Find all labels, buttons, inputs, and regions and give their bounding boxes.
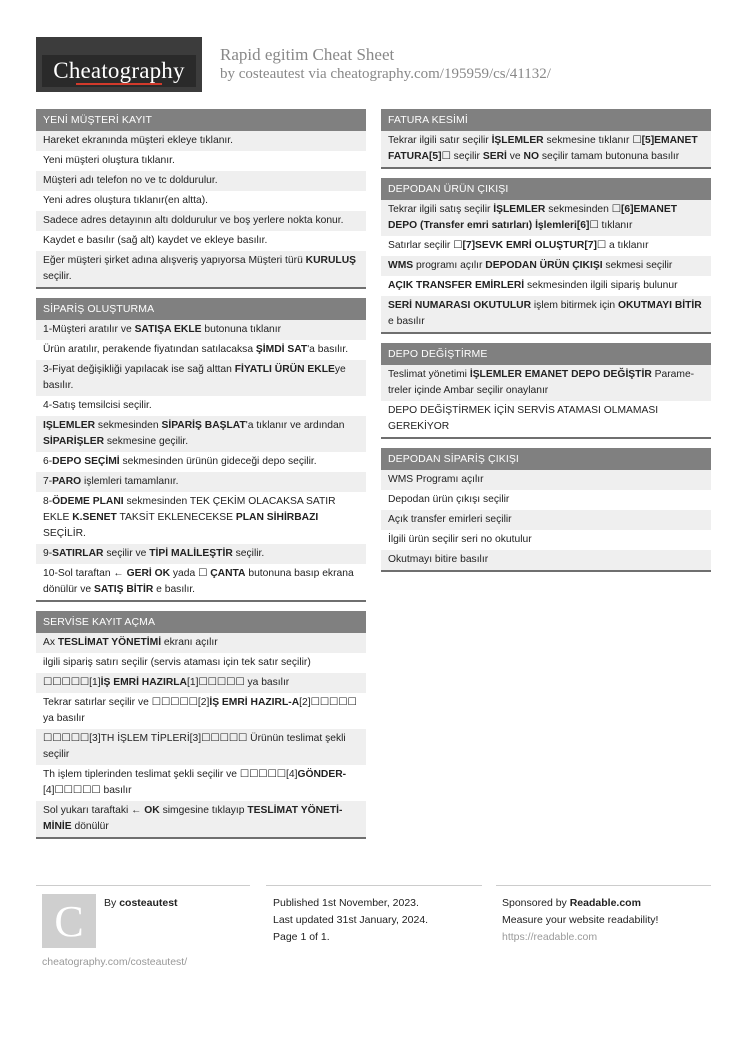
bold-text: İŞ EMRİ HAZIRLA <box>100 677 187 688</box>
list-item <box>36 673 366 693</box>
bold-text: İŞLEMLER <box>491 135 544 146</box>
section-body <box>36 320 366 600</box>
text-segment: 7- <box>43 476 53 487</box>
text-segment: ilgili sipariş satırı seçilir (servis ataması için tek satır seçilir) <box>43 657 311 668</box>
published-date: Published 1st November, 2023. <box>273 897 419 909</box>
text-segment: ☐ tıklanır <box>589 220 633 231</box>
text-segment: seçilir. <box>232 548 265 559</box>
bold-text: İŞLEMLER EMANET DEPO DEĞİŞTİR <box>469 369 652 380</box>
bold-text: DEPO SEÇİMİ <box>52 456 120 467</box>
bold-text: TESLİMAT YÖNETİMİ <box>57 637 162 648</box>
section <box>381 448 711 572</box>
text-segment: Okutmayı bitire basılır <box>388 554 489 565</box>
section-title: SİPARİŞ OLUŞTURMA <box>36 298 366 320</box>
section <box>381 109 711 169</box>
sponsor-tagline: Measure your website readability! <box>502 914 659 926</box>
text-segment: simgesine tıklayıp <box>159 805 248 816</box>
text-segment: ve <box>506 151 524 162</box>
footer-dates <box>273 895 428 946</box>
section <box>36 611 366 839</box>
section-body <box>381 365 711 437</box>
section <box>381 178 711 334</box>
list-item <box>36 416 366 452</box>
bold-text: SİPARİŞLER <box>43 436 105 447</box>
list-item <box>36 131 366 151</box>
text-segment: seçilir tamam butonuna basılır <box>538 151 680 162</box>
footer-divider <box>496 885 711 886</box>
section-body <box>36 131 366 287</box>
section <box>381 343 711 439</box>
bold-text: KURULUŞ <box>305 255 357 266</box>
text-segment: WMS Programı açılır <box>388 474 484 485</box>
text-segment: DEPO DEĞİŞTİRMEK İÇİN SERVİS ATAMASI OLMAMASI GEREKİYOR <box>388 405 659 432</box>
logo-text: Cheatography <box>53 58 185 83</box>
list-item <box>36 320 366 340</box>
text-segment: Yeni adres oluştura tıklanır(en altta). <box>43 195 209 206</box>
bold-text: OK <box>144 805 160 816</box>
text-segment: seçilir ve <box>103 548 150 559</box>
bold-text: SERİ NUMARASI OKUTULUR <box>388 300 532 311</box>
list-item <box>381 550 711 570</box>
text-segment: 4-Satış temsilcisi seçilir. <box>43 400 152 411</box>
sponsor-url[interactable]: https://readable.com <box>502 931 598 943</box>
text-segment: ☐ a tıklanır <box>596 240 649 251</box>
sheet-title: Rapid egitim Cheat Sheet <box>220 45 395 64</box>
text-segment: yada ☐ <box>170 568 211 579</box>
bold-text: FİYATLI ÜRÜN EKLE <box>234 364 335 375</box>
byline-by: by <box>220 66 235 82</box>
text-segment: Yeni müşteri oluştura tıklanır. <box>43 155 175 166</box>
footer-by-label: By <box>104 897 117 909</box>
text-segment: sekmesine geçilir. <box>104 436 189 447</box>
cheatography-logo[interactable] <box>36 37 202 92</box>
text-segment: 3-Fiyat değişikliği yapılacak ise sağ alttan <box>43 364 235 375</box>
list-item <box>381 365 711 401</box>
list-item <box>381 131 711 167</box>
section-title: SERVİSE KAYIT AÇMA <box>36 611 366 633</box>
text-segment: Sol yukarı taraftaki ← <box>43 805 145 816</box>
bold-text: K.SENET <box>72 512 117 523</box>
section <box>36 298 366 602</box>
text-segment: Teslimat yönetimi <box>388 369 470 380</box>
text-segment: Ax <box>43 637 58 648</box>
bold-text: SİPARİŞ BAŞLAT <box>161 420 246 431</box>
bold-text: ŞİMDİ SAT <box>255 344 308 355</box>
bold-text: [7]SEVK EMRİ OLUŞTUR[7] <box>462 240 597 251</box>
bold-text: SERİ <box>482 151 507 162</box>
list-item <box>36 544 366 564</box>
bold-text: SATIRLAR <box>52 548 104 559</box>
list-item <box>36 472 366 492</box>
list-item <box>381 510 711 530</box>
text-segment: sekmesinden <box>95 420 162 431</box>
text-segment: ye basılır. <box>43 364 346 391</box>
list-item <box>36 251 366 287</box>
text-segment: İlgili ürün seçilir seri no okutulur <box>388 534 532 545</box>
text-segment: Sadece adres detayının altı doldurulur ve boş yerlere nokta konur. <box>43 215 344 226</box>
bold-text: İŞLEMLER <box>493 204 546 215</box>
bold-text: ÇANTA <box>210 568 246 579</box>
list-item <box>36 633 366 653</box>
text-segment: 1-Müşteri aratılır ve <box>43 324 135 335</box>
page-number: Page 1 of 1. <box>273 931 330 943</box>
text-segment: ☐ seçilir <box>441 151 483 162</box>
list-item <box>381 276 711 296</box>
text-segment: Tekrar ilgili satış seçilir <box>388 204 494 215</box>
list-item <box>381 296 711 332</box>
bold-text: IŞLEMLER <box>43 420 96 431</box>
bold-text: TESLİMAT YÖNETİ-MİNİE <box>43 805 343 832</box>
text-segment: sekmesinden ürünün gideceği depo seçilir. <box>119 456 317 467</box>
text-segment: ☐☐☐☐☐[3]TH İŞLEM TİPLERİ[3]☐☐☐☐☐ Ürünün teslimat şekli seçilir <box>43 733 346 760</box>
bold-text: TİPİ MALİLEŞTİR <box>149 548 233 559</box>
list-item <box>36 340 366 360</box>
text-segment: Depodan ürün çıkışı seçilir <box>388 494 510 505</box>
bold-text: WMS <box>388 260 414 271</box>
bold-text: ÖDEME PLANI <box>52 496 124 507</box>
bold-text: GÖNDER- <box>297 769 347 780</box>
byline-via: via <box>308 66 327 82</box>
section-title: DEPO DEĞİŞTİRME <box>381 343 711 365</box>
text-segment: [1]☐☐☐☐☐ ya basılır <box>187 677 290 688</box>
text-segment: 8- <box>43 496 53 507</box>
list-item <box>36 801 366 837</box>
list-item <box>36 151 366 171</box>
list-item <box>36 396 366 416</box>
list-item <box>381 236 711 256</box>
text-segment: [4]☐☐☐☐☐ basılır <box>43 785 132 796</box>
footer-author-url[interactable]: cheatography.com/costeautest/ <box>42 956 188 968</box>
text-segment: Tekrar ilgili satır seçilir <box>388 135 492 146</box>
text-segment: SEÇİLİR. <box>43 528 86 539</box>
section-body <box>381 131 711 167</box>
bold-text: GERİ OK <box>126 568 171 579</box>
list-item <box>381 256 711 276</box>
bold-text: AÇIK TRANSFER EMİRLERİ <box>388 280 525 291</box>
bold-text: DEPODAN ÜRÜN ÇIKIŞI <box>485 260 603 271</box>
sheet-url-link[interactable]: cheatography.com/195959/cs/41132/ <box>330 66 551 82</box>
author-avatar[interactable] <box>42 894 96 948</box>
text-segment: Eğer müşteri şirket adına alışveriş yapıyorsa Müşteri türü <box>43 255 306 266</box>
updated-date: Last updated 31st January, 2024. <box>273 914 429 926</box>
text-segment: 9- <box>43 548 53 559</box>
text-segment: Müşteri adı telefon no ve tc doldurulur. <box>43 175 218 186</box>
list-item <box>36 765 366 801</box>
text-segment: sekmesinden ilgili sipariş bulunur <box>524 280 678 291</box>
list-item <box>36 693 366 729</box>
list-item <box>36 231 366 251</box>
text-segment: TAKSİT EKLENECEKSE <box>116 512 236 523</box>
section-title: YENİ MÜŞTERİ KAYIT <box>36 109 366 131</box>
list-item <box>381 470 711 490</box>
text-segment: Parame-treler içinde Ambar seçilir onaylanır <box>388 369 695 396</box>
text-segment: 'a tıklanır ve ardından <box>245 420 345 431</box>
text-segment: programı açılır <box>413 260 486 271</box>
footer-sponsor <box>502 895 658 946</box>
text-segment: Açık transfer emirleri seçilir <box>388 514 512 525</box>
section-title: FATURA KESİMİ <box>381 109 711 131</box>
text-segment: sekmesinden TEK ÇEKİM OLACAKSA SATIR EKLE <box>43 496 336 523</box>
text-segment: Tekrar satırlar seçilir ve ☐☐☐☐☐[2] <box>43 697 210 708</box>
bold-text: OKUTMAYI BİTİR <box>617 300 702 311</box>
text-segment: e basılır <box>388 316 425 327</box>
list-item <box>381 490 711 510</box>
list-item <box>381 401 711 437</box>
list-item <box>36 729 366 765</box>
text-segment: dönülür <box>71 821 109 832</box>
bold-text: SATIŞA EKLE <box>134 324 202 335</box>
list-item <box>36 171 366 191</box>
list-item <box>36 191 366 211</box>
text-segment: işlemleri tamamlanır. <box>81 476 179 487</box>
section-body <box>36 633 366 837</box>
text-segment: butonuna tıklanır <box>201 324 282 335</box>
logo-underline <box>76 83 162 85</box>
text-segment: 6- <box>43 456 53 467</box>
bold-text: PLAN SİHİRBAZI <box>235 512 319 523</box>
footer-divider <box>36 885 250 886</box>
list-item <box>36 211 366 231</box>
section <box>36 109 366 289</box>
text-segment: seçilir. <box>43 271 72 282</box>
footer-author-link[interactable]: costeautest <box>119 897 178 909</box>
bold-text: [5]EMANET FATURA[5] <box>388 135 698 162</box>
text-segment: sekmesinden ☐ <box>545 204 621 215</box>
sponsored-label: Sponsored by <box>502 897 567 909</box>
text-segment: sekmesine tıklanır ☐ <box>543 135 642 146</box>
bold-text: PARO <box>52 476 82 487</box>
text-segment: ekranı açılır <box>161 637 218 648</box>
text-segment: 'a basılır. <box>307 344 349 355</box>
list-item <box>36 452 366 472</box>
text-segment: işlem bitirmek için <box>531 300 618 311</box>
text-segment: Ürün aratılır, perakende fiyatından satılacaksa <box>43 344 256 355</box>
text-segment: [2]☐☐☐☐☐ ya basılır <box>43 697 357 724</box>
avatar-letter: C <box>54 896 84 946</box>
section-body <box>381 470 711 570</box>
list-item <box>381 200 711 236</box>
footer-author <box>104 895 178 912</box>
sponsor-link[interactable]: Readable.com <box>569 897 641 909</box>
text-segment: ☐☐☐☐☐[1] <box>43 677 101 688</box>
section-title: DEPODAN ÜRÜN ÇIKIŞI <box>381 178 711 200</box>
text-segment: e basılır. <box>153 584 196 595</box>
text-segment: 10-Sol taraftan ← <box>43 568 127 579</box>
bold-text: [6]EMANET DEPO (Transfer emri satırları) İşlemleri[6] <box>388 204 678 231</box>
author-link[interactable]: costeautest <box>238 66 305 82</box>
bold-text: NO <box>523 151 539 162</box>
text-segment: Th işlem tiplerinden teslimat şekli seçilir ve ☐☐☐☐☐[4] <box>43 769 298 780</box>
list-item <box>36 492 366 544</box>
byline <box>220 66 551 83</box>
bold-text: İŞ EMRİ HAZIRL-A <box>209 697 300 708</box>
text-segment: Kaydet e basılır (sağ alt) kaydet ve ekleye basılır. <box>43 235 268 246</box>
list-item <box>36 653 366 673</box>
right-column <box>381 109 711 581</box>
text-segment: Hareket ekranında müşteri ekleye tıklanır. <box>43 135 234 146</box>
left-column <box>36 109 366 848</box>
text-segment: sekmesi seçilir <box>602 260 673 271</box>
section-title: DEPODAN SİPARİŞ ÇIKIŞI <box>381 448 711 470</box>
list-item <box>36 360 366 396</box>
bold-text: SATIŞ BİTİR <box>93 584 154 595</box>
section-body <box>381 200 711 332</box>
list-item <box>381 530 711 550</box>
text-segment: Satırlar seçilir ☐ <box>388 240 463 251</box>
footer-divider <box>266 885 482 886</box>
text-segment: butonuna basıp ekrana dönülür ve <box>43 568 354 595</box>
list-item <box>36 564 366 600</box>
